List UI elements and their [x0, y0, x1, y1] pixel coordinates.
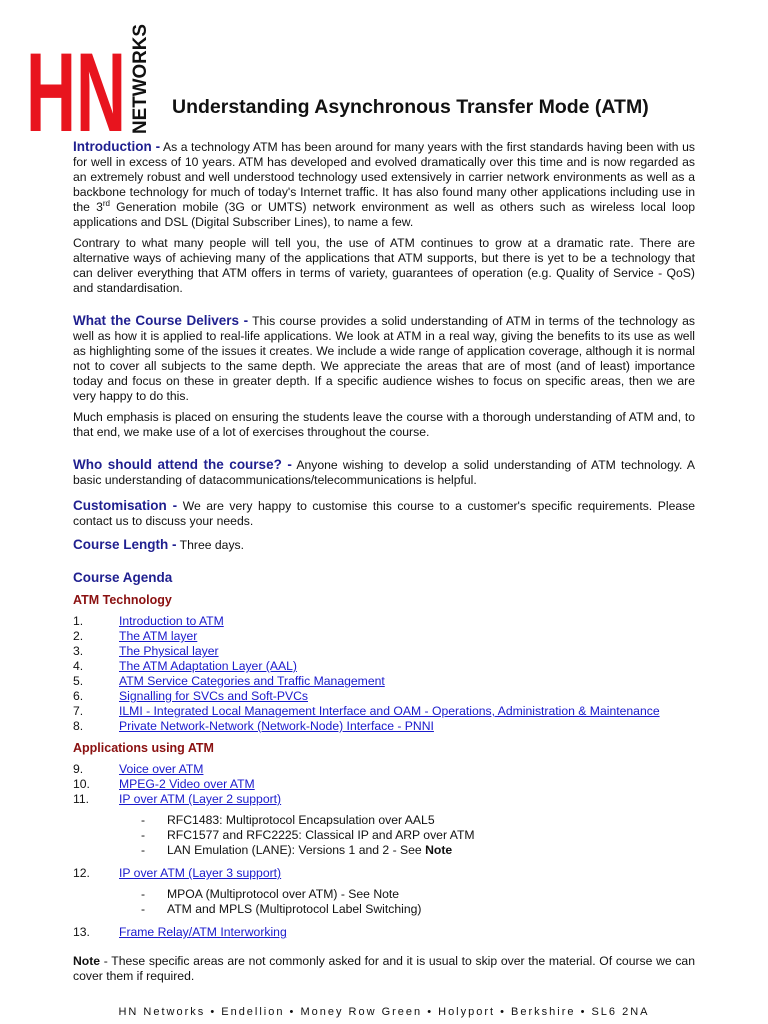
- item-number: 4.: [73, 659, 84, 673]
- sub-item-text: LAN Emulation (LANE): Versions 1 and 2 - See: [167, 843, 426, 857]
- agenda-link-service-categories[interactable]: ATM Service Categories and Traffic Management: [119, 674, 385, 688]
- attend-paragraph: [73, 457, 695, 488]
- item-number: 12.: [73, 866, 90, 880]
- agenda-link-pnni[interactable]: Private Network-Network (Network-Node) Interface - PNNI: [119, 719, 434, 733]
- note-text: - These specific areas are not commonly asked for and it is usual to skip over the material. Of course we can cover them if required.: [73, 954, 695, 983]
- list-item: [73, 792, 695, 807]
- list-item: [73, 674, 695, 689]
- note-label: Note: [73, 954, 101, 968]
- list-item: [73, 689, 695, 704]
- agenda-link-ip-layer2[interactable]: IP over ATM (Layer 2 support): [119, 792, 282, 806]
- intro-superscript: rd: [102, 198, 110, 208]
- sub-list-item: [141, 887, 695, 902]
- agenda-apps-heading: Applications using ATM: [73, 741, 214, 755]
- tech-list: [73, 614, 695, 734]
- attend-heading: Who should attend the course? -: [73, 457, 292, 472]
- list-item: [73, 762, 695, 777]
- sub-item-text: RFC1483: Multiprotocol Encapsulation over AAL5: [167, 813, 435, 827]
- dash: -: [141, 828, 146, 842]
- hn-networks-logo: [26, 22, 154, 134]
- dash: -: [141, 887, 146, 901]
- agenda-link-mpeg2[interactable]: MPEG-2 Video over ATM: [119, 777, 255, 791]
- custom-paragraph: [73, 498, 695, 529]
- item-13: [73, 925, 695, 940]
- item-number: 6.: [73, 689, 84, 703]
- intro-text-b: Generation mobile (3G or UMTS) network environment as well as others such as wireless local loop applications and DSL (Digital Subscriber Lines), to name a few.: [73, 200, 696, 229]
- agenda-link-ilmi[interactable]: ILMI - Integrated Local Management Interface and OAM - Operations, Administration & Maintenance: [119, 704, 660, 718]
- item-number: 10.: [73, 777, 90, 791]
- agenda-link-intro[interactable]: Introduction to ATM: [119, 614, 224, 628]
- dash: -: [141, 813, 146, 827]
- delivers-text: This course provides a solid understanding of ATM in terms of the technology as well as how it is applied to real-life applications. We look at ATM in a real way, giving the benefits to its use as well as highlighting some of the issues it creates. We include a wide range of application coverage, although it is normal not to cover all subjects to the same depth. We appreciate the areas that are of most (and of least) importance today and focus on these in greater depth. If a specific audience wishes to focus on specific areas, then we are very happy to do this.: [73, 314, 695, 403]
- item-number: 2.: [73, 629, 84, 643]
- note-paragraph: [73, 954, 695, 984]
- intro-paragraph: [73, 139, 695, 230]
- agenda-link-atm-layer[interactable]: The ATM layer: [119, 629, 198, 643]
- item-number: 9.: [73, 762, 84, 776]
- list-item: [73, 659, 695, 674]
- item-number: 5.: [73, 674, 84, 688]
- list-item: [73, 719, 695, 734]
- agenda-link-frame-relay[interactable]: Frame Relay/ATM Interworking: [119, 925, 287, 939]
- sub-list-item: [141, 828, 695, 843]
- dash: -: [141, 902, 146, 916]
- agenda-link-voice[interactable]: Voice over ATM: [119, 762, 204, 776]
- length-text: Three days.: [176, 538, 245, 552]
- item-12: [73, 866, 695, 881]
- intro-text-a: As a technology ATM has been around for many years with the first standards having been with us for well in excess of 10 years. ATM has developed and evolved dramatically over this time and is now regarded as an extremely robust and well understood technology used extensively in carrier network environments as well as a backbone technology for much of today's Internet traffic. It has also found many other applications including use in the 3: [73, 140, 695, 214]
- agenda-link-aal[interactable]: The ATM Adaptation Layer (AAL): [119, 659, 297, 673]
- attend-text: Anyone wishing to develop a solid understanding of ATM technology. A basic understanding of datacommunications/telecommunications is helpful.: [73, 458, 695, 487]
- sub-list-11: [141, 813, 695, 858]
- item-number: 7.: [73, 704, 84, 718]
- length-heading: Course Length -: [73, 537, 177, 552]
- sub-list-item: [141, 843, 695, 858]
- apps-list: [73, 762, 695, 807]
- list-item: [73, 925, 695, 940]
- page-title: Understanding Asynchronous Transfer Mode (ATM): [172, 96, 649, 118]
- item-number: 8.: [73, 719, 84, 733]
- agenda-link-physical-layer[interactable]: The Physical layer: [119, 644, 219, 658]
- item-number: 3.: [73, 644, 84, 658]
- length-paragraph: [73, 537, 695, 553]
- footer-address: HN Networks • Endellion • Money Row Green • Holyport • Berkshire • SL6 2NA: [118, 1006, 650, 1018]
- document-body: [73, 139, 695, 984]
- item-number: 13.: [73, 925, 90, 939]
- intro-heading: Introduction -: [73, 139, 161, 154]
- item-number: 1.: [73, 614, 84, 628]
- delivers-paragraph-2: Much emphasis is placed on ensuring the students leave the course with a thorough understanding of ATM and, to that end, we make use of a lot of exercises throughout the course.: [73, 410, 695, 439]
- sub-item-text: MPOA (Multiprotocol over ATM) - See Note: [167, 887, 400, 901]
- logo-word: NETWORKS: [130, 23, 151, 134]
- sub-list-item: [141, 902, 695, 917]
- logo-letters: HN: [26, 30, 126, 134]
- intro-paragraph-2: Contrary to what many people will tell you, the use of ATM continues to grow at a dramatic rate. There are alternative ways of achieving many of the applications that ATM supports, but there is yet to be a technology that can deliver everything that ATM offers in terms of variety, guarantees of operation (e.g. Quality of Service - QoS) and standardisation.: [73, 236, 695, 295]
- list-item: [73, 614, 695, 629]
- note-bold: Note: [425, 843, 453, 857]
- list-item: [73, 866, 695, 881]
- sub-item-text: RFC1577 and RFC2225: Classical IP and ARP over ATM: [167, 828, 475, 842]
- delivers-heading: What the Course Delivers -: [73, 313, 249, 328]
- list-item: [73, 644, 695, 659]
- sub-item-text: ATM and MPLS (Multiprotocol Label Switching): [167, 902, 422, 916]
- list-item: [73, 704, 695, 719]
- agenda-link-ip-layer3[interactable]: IP over ATM (Layer 3 support): [119, 866, 282, 880]
- sub-list-item: [141, 813, 695, 828]
- sub-list-12: [141, 887, 695, 917]
- item-number: 11.: [73, 792, 90, 806]
- dash: -: [141, 843, 146, 857]
- custom-heading: Customisation -: [73, 498, 178, 513]
- agenda-tech-heading: ATM Technology: [73, 593, 172, 607]
- agenda-title: Course Agenda: [73, 570, 173, 585]
- agenda-link-signalling[interactable]: Signalling for SVCs and Soft-PVCs: [119, 689, 308, 703]
- custom-text: We are very happy to customise this course to a customer's specific requirements. Please contact us to discuss your needs.: [73, 499, 695, 528]
- list-item: [73, 629, 695, 644]
- delivers-paragraph: [73, 313, 695, 404]
- list-item: [73, 777, 695, 792]
